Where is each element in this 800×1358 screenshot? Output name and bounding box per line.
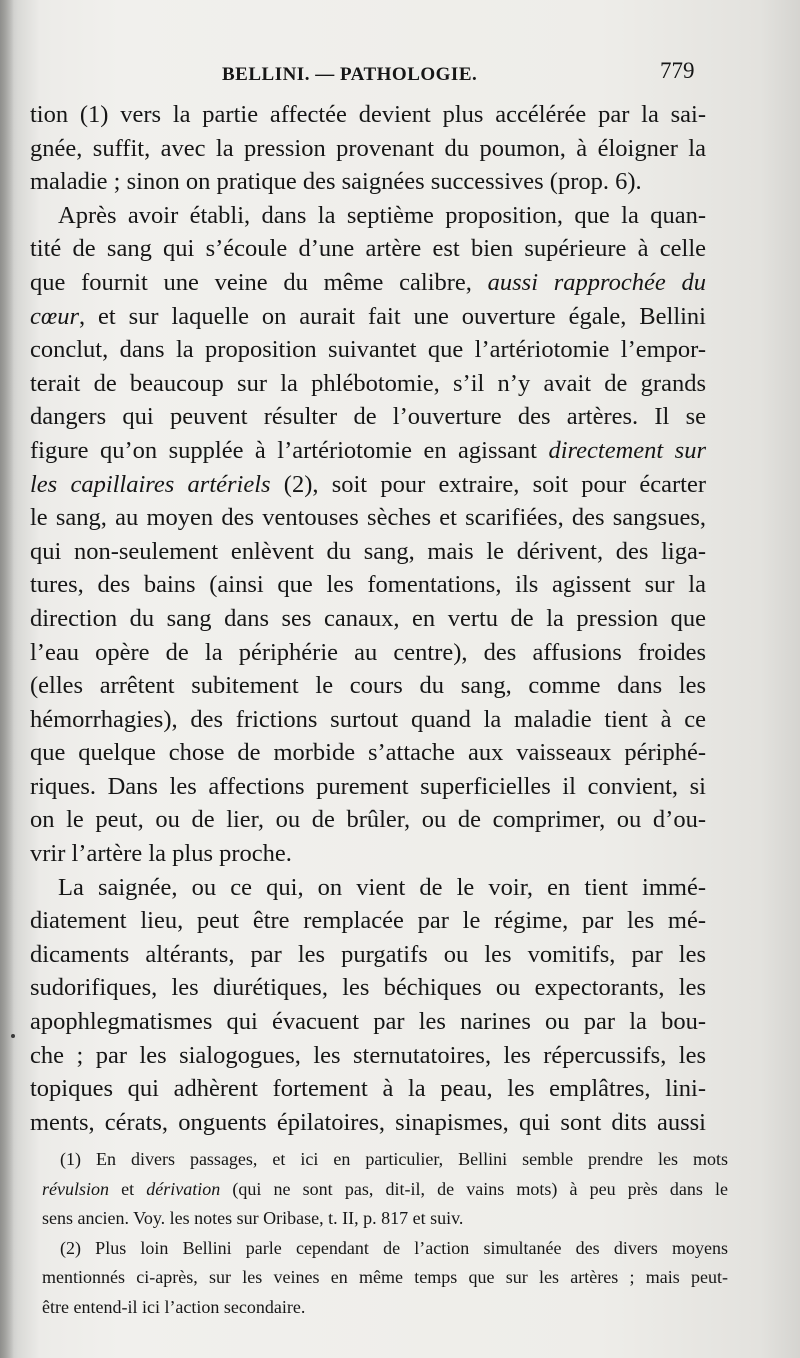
- footnote-1-line-2-rest: (qui ne sont pas, dit-il, de vains mots) à peu près dans le: [220, 1178, 729, 1199]
- text-line-19: hémorrhagies), des frictions surtout quand la maladie tient à ce: [30, 705, 706, 733]
- gutter-shadow: [0, 0, 14, 1358]
- text-line-26: dicaments altérants, par les purgatifs ou les vomitifs, par les: [30, 940, 706, 968]
- text-line-14: qui non-seulement enlèvent du sang, mais le dérivent, des liga-: [30, 537, 706, 565]
- running-head: [0, 58, 800, 88]
- text-line-18: (elles arrêtent subitement le cours du sang, comme dans les: [30, 672, 706, 700]
- text-line-28: apophlegmatismes qui évacuent par les narines ou par la bou-: [30, 1008, 706, 1036]
- text-line-21: riques. Dans les affections purement superficielles il convient, si: [30, 772, 706, 800]
- text-line-17: l’eau opère de la périphérie au centre), des affusions froides: [30, 638, 706, 666]
- footnote-2-line-2: mentionnés ci-après, sur les veines en même temps que sur les artères ; mais peut-: [42, 1267, 728, 1287]
- text-line-5: tité de sang qui s’écoule d’une artère est bien supérieure à celle: [30, 235, 706, 263]
- italic-derivation: dérivation: [146, 1178, 221, 1199]
- text-line-3: maladie ; sinon on pratique des saignées successives (prop. 6).: [30, 168, 642, 196]
- text-line-11: [30, 434, 706, 468]
- page-number: 779: [660, 58, 695, 83]
- footnote-1-and: et: [109, 1178, 147, 1199]
- footnote-1-line-1: (1) En divers passages, et ici en particulier, Bellini semble prendre les mots: [60, 1149, 728, 1169]
- margin-mark: [11, 1034, 15, 1038]
- text-line-11-start: figure qu’on supplée à l’artériotomie en agissant: [30, 436, 549, 464]
- text-line-22: on le peut, ou de lier, ou de brûler, ou de comprimer, ou d’ou-: [30, 806, 706, 834]
- text-line-23: vrir l’artère la plus proche.: [30, 840, 292, 868]
- text-line-9: terait de beaucoup sur la phlébotomie, s’il n’y avait de grands: [30, 369, 706, 397]
- italic-directement-sur: directement sur: [548, 436, 706, 464]
- text-line-27: sudorifiques, les diurétiques, les béchiques ou expectorants, les: [30, 974, 706, 1002]
- text-line-7-rest: , et sur laquelle on aurait fait une ouverture égale, Bellini: [79, 302, 706, 330]
- text-line-13: le sang, au moyen des ventouses sèches et scarifiées, des sangsues,: [30, 504, 706, 532]
- text-line-20: que quelque chose de morbide s’attache aux vaisseaux périphé-: [30, 739, 706, 767]
- text-line-29: che ; par les sialogogues, les sternutatoires, les répercussifs, les: [30, 1041, 706, 1069]
- text-line-30: topiques qui adhèrent fortement à la peau, les emplâtres, lini-: [30, 1075, 706, 1103]
- text-line-1: tion (1) vers la partie affectée devient plus accélérée par la sai-: [30, 101, 706, 128]
- text-line-16: direction du sang dans ses canaux, en vertu de la pression que: [30, 604, 706, 632]
- text-line-10: dangers qui peuvent résulter de l’ouverture des artères. Il se: [30, 403, 706, 431]
- footnote-2-line-3: être entend-il ici l’action secondaire.: [42, 1296, 306, 1317]
- text-line-7: [30, 300, 706, 334]
- text-line-6: [30, 266, 706, 300]
- text-line-6-start: que fournit une veine du même calibre,: [30, 268, 488, 296]
- text-line-24: La saignée, ou ce qui, on vient de le voir, en tient immé-: [58, 873, 706, 901]
- italic-capillaires-arteriels: les capillaires artériels: [30, 470, 271, 498]
- footnotes: [42, 1145, 728, 1322]
- text-line-4: Après avoir établi, dans la septième proposition, que la quan-: [58, 201, 706, 229]
- text-line-15: tures, des bains (ainsi que les fomentations, ils agissent sur la: [30, 571, 706, 599]
- footnote-2-line-1: (2) Plus loin Bellini parle cependant de l’action simultanée des divers moyens: [60, 1237, 728, 1258]
- text-line-2: gnée, suffit, avec la pression provenant du poumon, à éloigner la: [30, 134, 706, 162]
- text-line-8: conclut, dans la proposition suivantet que l’artériotomie l’empor-: [30, 336, 706, 364]
- text-line-25: diatement lieu, peut être remplacée par le régime, par les mé-: [30, 907, 706, 935]
- body-text: [30, 98, 706, 1139]
- italic-coeur: cœur: [30, 302, 79, 330]
- italic-aussi-rapprochee: aussi rapprochée du: [487, 268, 706, 296]
- text-line-31: ments, cérats, onguents épilatoires, sinapismes, qui sont dits aussi: [30, 1108, 706, 1136]
- footnote-1-line-2: [42, 1175, 728, 1205]
- running-title: BELLINI. — PATHOLOGIE.: [222, 64, 478, 85]
- text-line-12: [30, 468, 706, 502]
- italic-revulsion: révulsion: [42, 1178, 109, 1199]
- footnote-1-line-3: sens ancien. Voy. les notes sur Oribase, t. II, p. 817 et suiv.: [42, 1208, 464, 1228]
- text-line-12-rest: (2), soit pour extraire, soit pour écarter: [270, 470, 707, 498]
